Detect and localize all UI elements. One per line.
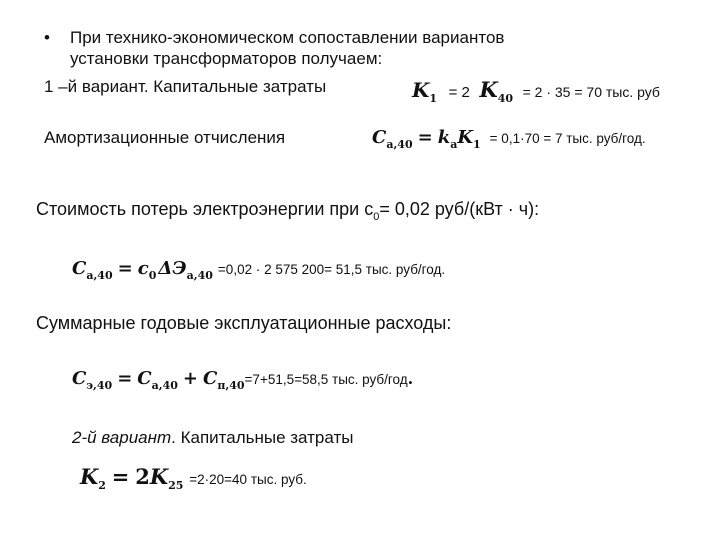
k25-var: K [149, 464, 169, 489]
k40-var: K [479, 77, 498, 102]
variant1-label: 1 –й вариант. Капитальные затраты [44, 77, 327, 96]
losses-result: =0,02 · 2 575 200= 51,5 тыс. руб/год. [217, 262, 446, 277]
losses-text-before: Стоимость потерь электроэнергии при с [36, 199, 374, 219]
variant2-label [72, 428, 353, 448]
amort-result: = 0,1·70 = 7 тыс. руб/год. [489, 131, 646, 146]
amort-eq: = [417, 127, 433, 148]
total-plus: + [182, 368, 198, 389]
k1-eq: = 2 [448, 84, 470, 101]
k2-eq: = [111, 464, 130, 489]
total-p-var: C [203, 368, 218, 389]
k25-sub: 25 [168, 479, 184, 492]
losses-lhs-sub: а,40 [86, 269, 113, 282]
k1-result: = 2 · 35 = 70 тыс. руб [522, 84, 660, 100]
total-eq: = [117, 368, 133, 389]
k2-sub: 2 [98, 479, 106, 492]
total-formula [72, 368, 414, 392]
losses-formula [72, 258, 446, 282]
amort-formula [372, 127, 646, 151]
intro-line-2: установки трансформаторов получаем: [70, 49, 383, 68]
variant2-label-rest: . Капитальные затраты [171, 428, 354, 447]
losses-text-sub: 0 [373, 211, 380, 223]
k2-coef: 2 [135, 464, 150, 489]
amort-lhs-var: C [372, 127, 387, 148]
losses-delta: ΔЭ [158, 258, 187, 279]
variant2-formula [80, 464, 307, 490]
total-p-sub: п,40 [217, 379, 245, 392]
amort-K-var: K [457, 127, 473, 148]
variant2-label-italic: 2-й вариант [72, 428, 172, 447]
amort-k-sub: а [450, 138, 458, 151]
k40-sub: 40 [497, 92, 514, 105]
total-lhs-sub: э,40 [86, 379, 113, 392]
total-trail: . [407, 369, 414, 388]
total-label: Суммарные годовые эксплуатационные расходы: [36, 313, 452, 333]
total-lhs-var: C [72, 368, 87, 389]
k2-var: K [80, 464, 99, 489]
k1-formula [412, 77, 660, 103]
bullet: • [44, 28, 50, 47]
total-result: =7+51,5=58,5 тыс. руб/год [244, 372, 408, 387]
k1-var: K [412, 78, 430, 102]
total-a-var: C [137, 368, 152, 389]
amort-label: Амортизационные отчисления [44, 128, 286, 147]
losses-eq: = [117, 258, 133, 279]
k1-sub: 1 [429, 92, 438, 105]
variant2-result: =2·20=40 тыс. руб. [189, 472, 307, 487]
amort-K-sub: 1 [473, 138, 481, 151]
losses-c-var: c [137, 258, 149, 279]
losses-text [36, 199, 540, 223]
total-a-sub: а,40 [151, 379, 178, 392]
losses-lhs-var: C [72, 258, 87, 279]
amort-k-var: k [437, 127, 451, 148]
losses-text-after: = 0,02 руб/(кВт · ч): [379, 199, 540, 219]
losses-c-sub: 0 [148, 269, 157, 282]
intro-line-1: При технико-экономическом сопоставлении вариантов [70, 28, 505, 47]
losses-delta-sub: а,40 [186, 269, 213, 282]
amort-lhs-sub: а,40 [386, 138, 413, 151]
